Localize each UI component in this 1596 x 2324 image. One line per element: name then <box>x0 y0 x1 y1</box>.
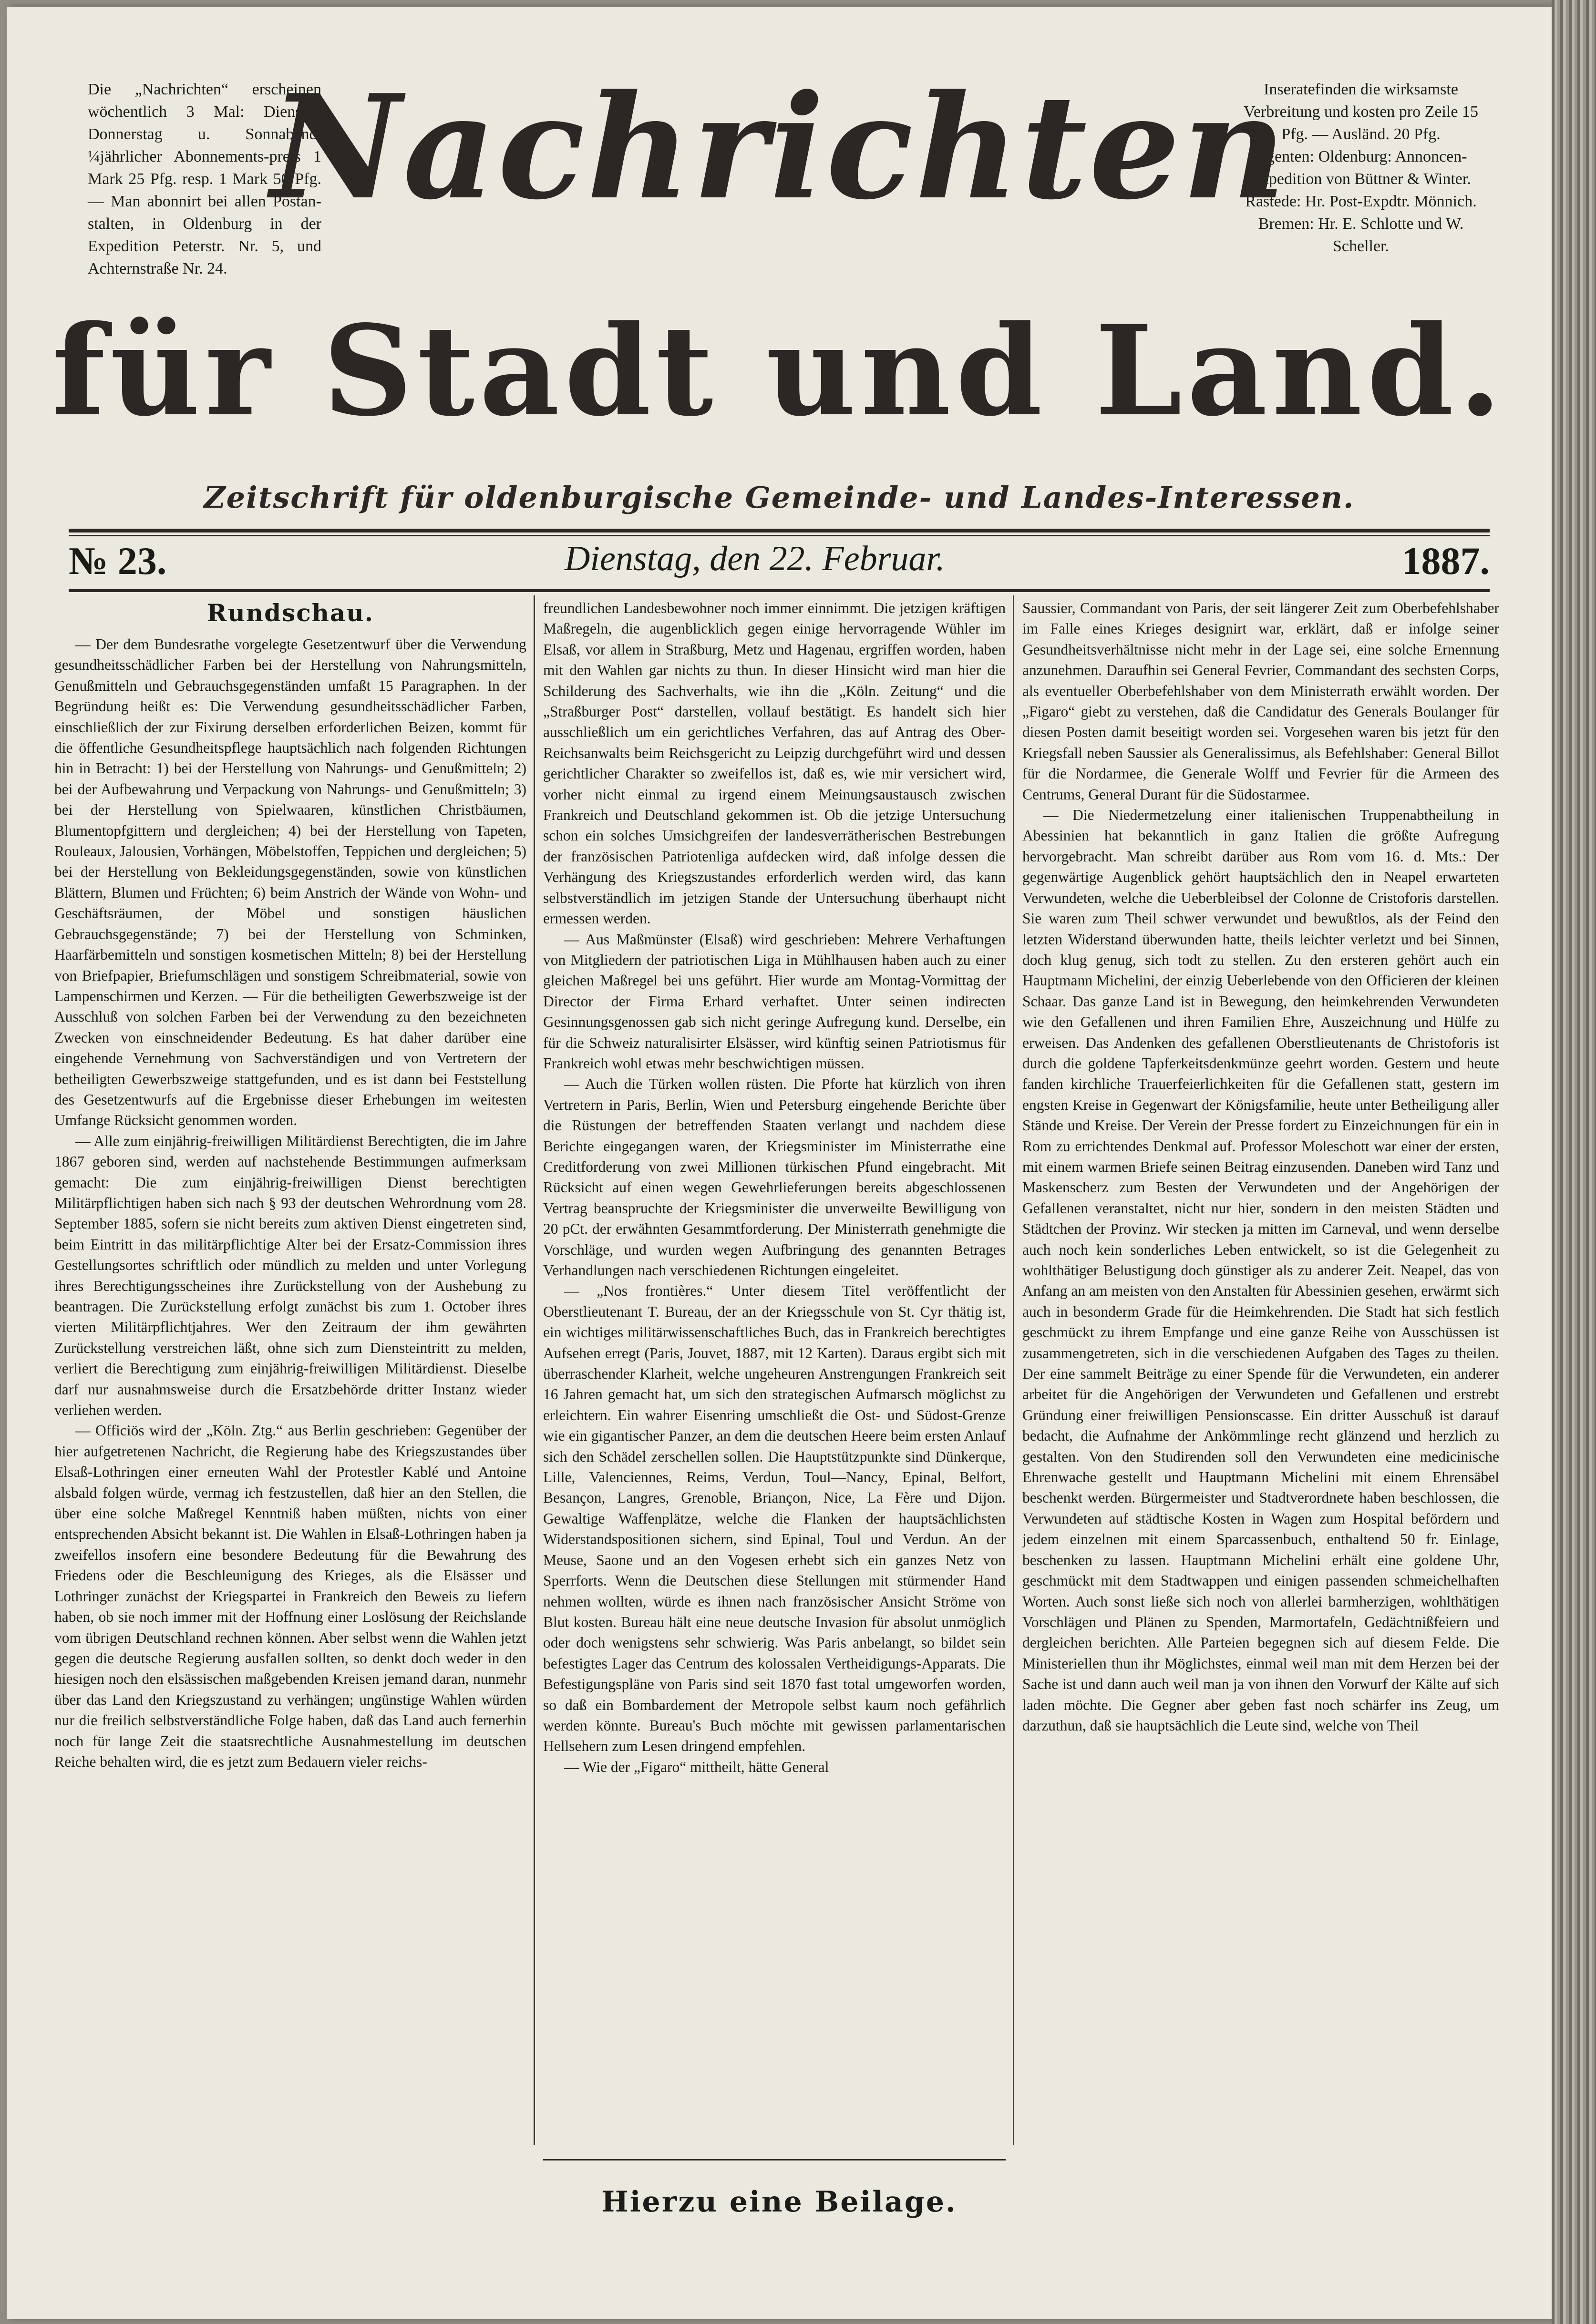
column-divider-2 <box>1013 595 1014 2145</box>
article-paragraph: freundlichen Landesbewohner noch immer einnimmt. Die jetzigen kräftigen Maßregeln, die augenblicklich gegen einige hervorragende Wühler im Elsaß, vor allem in Straßburg, Metz und Hagenau, ergriffen worden, haben mit den Wahlen gar nichts zu thun. In dieser Hinsicht wird man hier die Schilderung des Sachverhalts, wie ihn die „Köln. Zeitung“ und die „Straßburger Post“ darstellen, vollauf bestätigt. Es handelt sich hier ausschließlich um ein gerichtliches Verfahren, das auf Antrag des Ober-Reichsanwalts beim Reichsgericht zu Leipzig durchgeführt wird und dessen gerichtlicher Charakter so zweifellos ist, daß es, wie mir versichert wird, vorher nicht einmal zu irgend einem Meinungsaustausch zwischen Frankreich und Deutschland gekommen ist. Ob die jetzige Untersuchung schon ein solches Umsichgreifen der landesverrätherischen Bestrebungen der französischen Patriotenliga aufdecken wird, daß infolge dessen die Verhängung des Kriegszustandes erforderlich werden wird, das kann selbstverständlich im jetzigen Stande der Untersuchung überhaupt nicht ermessen werden. <box>543 600 1006 927</box>
article-paragraph: — Wie der „Figaro“ mittheilt, hätte General <box>564 1758 829 1775</box>
article-paragraph: — Auch die Türken wollen rüsten. Die Pforte hat kürzlich von ihren Vertretern in Paris, Berlin, Wien und Petersburg eingehende Berichte über die Rüstungen der betreffenden Staaten verlangt und nachdem diese Berichte eingegangen waren, der Kriegsminister im Ministerrathe eine Creditforderung von zwei Millionen türkischen Pfund eingebracht. Mit Rücksicht auf einen wegen Gewehrlieferungen bereits abgeschlossenen Vertrag beanspruchte der Kriegsminister die unverweilte Bewilligung von 20 pCt. der erwähnten Gesammtforderung. Der Ministerrath genehmigte die Vorschläge, und wurden wegen Aufbringung des genannten Betrages Verhandlungen nach verschiedenen Richtungen eingeleitet. <box>543 1075 1006 1279</box>
advertising-info: Inseratefinden die wirksamste Verbreitung und kosten pro Zeile 15 Pfg. — Ausländ. 20 Pfg. Agenten: Oldenburg: Annoncen-Expedition von Büttner & Winter. Rastede: Hr. Post-Expdtr. Mönnich. Bremen: Hr. E. Schlotte und W. Scheller. <box>1244 81 1478 255</box>
column-divider-1 <box>534 595 535 2145</box>
subscription-info: Die „Nachrichten“ erscheinen wöchentlich 3 Mal: Dienstag Donnerstag u. Sonnabend. ¼jährlicher Abonnements-preis 1 Mark 25 Pfg. resp. 1 Mark 50 Pfg. — Man abonnirt bei allen Postan-stalten, in Oldenburg in der Expedition Peterstr. Nr. 5, und Achternstraße Nr. 24. <box>88 81 321 277</box>
top-double-rule <box>69 529 1490 532</box>
article-paragraph: — Der dem Bundesrathe vorgelegte Gesetzentwurf über die Verwendung gesundheitsschädlicher Farben bei der Herstellung von Nahrungsmitteln, Genußmitteln und Gebrauchsgegenständen umfaßt 15 Paragraphen. In der Begründung heißt es: Die Verwendung gesundheitsschädlicher Farben, einschließlich der zur Fixirung derselben erforderlichen Beizen, kommt für die öffentliche Gesundheitspflege hauptsächlich nach folgenden Richtungen hin in Betracht: 1) bei der Herstellung von Nahrungs- und Genußmitteln; 2) bei der Aufbewahrung und Verpackung von Nahrungs- und Genußmitteln; 3) bei der Herstellung von Spielwaaren, künstlichen Christbäumen, Blumentopfgittern und dergleichen; 4) bei der Herstellung von Tapeten, Rouleaux, Jalousien, Vorhängen, Möbelstoffen, Teppichen und dergleichen; 5) bei der Herstellung von Bekleidungsgegenständen, sowie von künstlichen Blättern, Blumen und Früchten; 6) beim Anstrich der Wände von Wohn- und Geschäftsräumen, der Möbel und sonstigen häuslichen Gebrauchsgegenstände; 7) bei der Herstellung von Schminken, Haarfärbemitteln und sonstigen kosmetischen Mitteln; 8) bei der Herstellung von Briefpapier, Briefumschlägen und sonstigem Schreibmaterial, sowie von Lampenschirmen und Kerzen. — Für die betheiligten Gewerbszweige ist der Ausschluß von solchen Farben bei der Verwendung zu den bezeichneten Zwecken von einschneidender Bedeutung. Es hat daher darüber eine eingehende Vernehmung von Sachverständigen und von Vertretern der betheiligten Gewerbszweige stattgefunden, und es ist dann bei Feststellung des Gesetzentwurfs auf die Ergebnisse dieser Erhebungen im weitesten Umfange Rücksicht genommen worden. <box>54 636 526 1129</box>
page-edge-stack <box>1552 0 1596 2324</box>
supplement-note: Hierzu eine Beilage. <box>601 2185 957 2219</box>
article-paragraph: Saussier, Commandant von Paris, der seit längerer Zeit zum Oberbefehlshaber im Falle eines Krieges designirt war, erklärt, daß er infolge seiner Gesundheitsverhältnisse nicht mehr in der Lage sei, eine solche Ernennung anzunehmen. Daraufhin sei General Fevrier, Commandant des sechsten Corps, als eventueller Oberbefehlshaber von dem Ministerrath erwählt worden. Der „Figaro“ giebt zu verstehen, daß die Candidatur des Generals Boulanger für diesen Posten damit beseitigt worden sei. Vorgesehen waren bis jetzt für den Kriegsfall neben Saussier als Generalissimus, als Befehlshaber: General Billot für die Nordarmee, die Generale Wolff und Fevrier für die Armeen des Centrums, General Durant für die Südostarmee. <box>1022 600 1499 803</box>
masthead-subtitle: Zeitschrift für oldenburgische Gemeinde- und Landes-Interessen. <box>204 480 1355 515</box>
article-paragraph: — „Nos frontières.“ Unter diesem Titel veröffentlicht der Oberstlieutenant T. Bureau, der an der Kriegsschule von St. Cyr thätig ist, ein wichtiges militärwissenschaftliches Buch, das in Frankreich berechtigtes Aufsehen erregt (Paris, Jouvet, 1887, mit 12 Karten). Daraus ergibt sich mit überraschender Klarheit, welche ungeheuren Anstrengungen Frankreich seit 16 Jahren gemacht hat, um sich den strategischen Aufmarsch möglichst zu erleichtern. Ein wahrer Eisenring umschließt die Ost- und Südost-Grenze wie ein gigantischer Panzer, an dem die deutschen Heere beim ersten Anlauf sich den Schädel zerschellen sollen. Die Hauptstützpunkte sind Dünkerque, Lille, Valenciennes, Reims, Verdun, Toul—Nancy, Epinal, Belfort, Besançon, Langres, Grenoble, Briançon, Nice, La Fère und Dijon. Gewaltige Waffenplätze, welche die Flanken der hauptsächlichsten Widerstandspositionen sichern, sind Epinal, Toul und Verdun. An der Meuse, Saone und an den Vogesen erhebt sich ein ganzes Netz von Sperrforts. Wenn die Deutschen diese Stellungen mit stürmender Hand nehmen wollten, würde es ihnen nach französischer Ansicht Ströme von Blut kosten. Bureau hält eine neue deutsche Invasion für absolut unmöglich oder doch wenigstens sehr schwierig. Was Paris anbelangt, so bildet sein befestigtes Lager das Centrum des kolossalen Vertheidigungs-Apparats. Die Befestigungspläne von Paris sind seit 1870 fast total umgeworfen worden, so daß ein Bombardement der Metropole selbst kaum noch gefährlich werden könnte. Bureau's Buch möchte mit gewissen parlamentarischen Hellsehern zum Lesen dringend empfehlen. <box>543 1282 1006 1755</box>
article-paragraph: — Officiös wird der „Köln. Ztg.“ aus Berlin geschrieben: Gegenüber der hier aufgetretenen Nachricht, die Regierung habe des Kriegszustandes über Elsaß-Lothringen einer erneuten Wahl der Protestler Kablé und Antoine alsbald folgen würde, vermag ich festzustellen, daß hier an den Stellen, die über eine solche Maßregel Kenntniß haben müßten, nichts von einer entsprechenden Absicht bekannt ist. Die Wahlen in Elsaß-Lothringen haben ja zweifellos insofern eine besondere Bedeutung für die Bewahrung des Friedens oder die Beschleunigung des Krieges, als die Elsässer und Lothringer zunächst der Kriegspartei in Frankreich den Beweis zu liefern haben, ob sie noch immer mit der Hoffnung einer Loslösung der Reichslande vom übrigen Deutschland rechnen können. Aber selbst wenn die Wahlen jetzt gegen die deutsche Regierung ausfallen sollten, so denkt doch weder in den hiesigen noch den elsässischen maßgebenden Kreisen jemand daran, nunmehr über das Land den Kriegszustand zu verhängen; ungünstige Wahlen würden nur die freilich selbstverständliche Folge haben, daß das Land auch fernerhin noch für lange Zeit die staatsrechtliche Ausnahmestellung im deutschen Reiche behalten wird, die es jetzt zum Bedauern vieler reichs- <box>54 1422 526 1770</box>
column-2 <box>543 598 1006 2152</box>
article-paragraph: — Aus Maßmünster (Elsaß) wird geschrieben: Mehrere Verhaftungen von Mitgliedern der patriotischen Liga in Mühlhausen haben auch zu einer gleichen Maßregel bei uns geführt. Hier wurde am Montag-Vormittag der Director der Firma Erhard verhaftet. Unter seinen indirecten Gesinnungsgenossen gab sich nicht geringe Aufregung kund. Derselbe, ein für die Schweiz naturalisirter Elsässer, wird künftig seinen Patriotismus für Frankreich wohl etwas mehr beschwichtigen müssen. <box>543 931 1006 1072</box>
dateline <box>69 536 1490 588</box>
section-heading-rundschau: Rundschau. <box>206 599 374 627</box>
article-paragraph: — Die Niedermetzelung einer italienischen Truppenabtheilung in Abessinien hat bekanntlich in ganz Italien die größte Aufregung hervorgebracht. Man schreibt darüber aus Rom vom 16. d. Mts.: Der gegenwärtige Augenblick gehört hauptsächlich den in Neapel erwarteten Verwundeten, welche die Ueberbleibsel der Colonne de Cristoforis darstellen. Sie waren zum Theil schwer verwundet und bewußtlos, als der Feind den letzten Widerstand überwunden hatte, theils leichter verletzt und bei Sinnen, doch klug genug, sich todt zu stellen. Zu den ersteren gehört auch ein Hauptmann Michelini, der einzig Ueberlebende von den Officieren der kleinen Schaar. Das ganze Land ist in Bewegung, den heimkehrenden Verwundeten wie den Gefallenen und ihren Familien Ehre, Auszeichnung und Hülfe zu erweisen. Das Andenken des gefallenen Oberstlieutenants de Christoforis ist durch die goldene Tapferkeitsdenkmünze geehrt worden. Gestern und heute fanden kirchliche Trauerfeierlichkeiten für die Gefallenen statt, gestern im engsten Kreise in Gegenwart der Königsfamilie, heute unter Betheiligung aller Stände und Kreise. Der Verein der Presse fordert zu Einzeichnungen für ein in Rom zu errichtendes Denkmal auf. Professor Moleschott war einer der ersten, mit einem warmen Briefe seinen Beitrag einzusenden. Daneben wird Tanz und Maskenscherz zum Besten der Verwundeten und der Angehörigen der Gefallenen veranstaltet, nicht nur hier, sondern in den meisten Städten und Städtchen der Provinz. Wir stecken ja mitten im Carneval, und wenn derselbe auch noch kein sonderliches Leben entwickelt, so ist die Gelegenheit zu wohlthätiger Belustigung doch günstiger als zu anderer Zeit. Neapel, das von Anfang an am meisten von den Anstalten für Abessinien gesehen, erwärmt sich auch in besonderm Grade für die Heimkehrenden. Die Stadt hat sich festlich geschmückt zu ihrem Empfange und eine ganze Reihe von Ausschüssen ist zusammengetreten, sich in die verschiedenen Aufgaben des Tages zu theilen. Der eine sammelt Beiträge zu einer Spende für die Verwundeten, ein anderer arbeitet für die Angehörigen der Verwundeten und Gefallenen und erstrebt Gründung einer freiwilligen Pensionscasse. Ein dritter Ausschuß ist darauf bedacht, die Aufnahme der Ankömmlinge recht glänzend und herzlich zu gestalten. Von den Studirenden soll den Verwundeten eine medicinische Ehrenwache gestellt und Hauptmann Michelini mit einem Ehrensäbel beschenkt werden. Bürgermeister und Stadtverordnete haben beschlossen, die Verwundeten auf städtische Kosten in Wagen zum Hospital befördern und jedem einzelnen mit einem Sparcassenbuch, enthaltend 50 fr. Einlage, beschenken zu lassen. Hauptmann Michelini erhält eine goldene Uhr, geschmückt mit dem Stadtwappen und einigen passenden schmeichelhaften Worten. Auch sonst ließe sich noch von allerlei barmherzigen, wohlthätigen Vorschlägen und Plänen zu Spenden, Marmortafeln, Gedächtnißfeiern und dergleichen berichten. Alle Parteien begegnen sich auf diesem Felde. Die Ministeriellen thun ihr Möglichstes, einmal weil man mit dem Herzen bei der Sache ist und dann auch weil man ja von ihnen den Vorwurf der Kälte auf sich laden möchte. Die Gegner aber geben fast noch schärfer ins Zeug, um darzuthun, daß sie hauptsächlich die Leute sind, welche von Theil <box>1022 807 1499 1734</box>
footer-rule <box>543 2159 1006 2160</box>
column-1 <box>54 598 526 2152</box>
dateline-rule <box>69 589 1490 592</box>
column-3 <box>1022 598 1499 2152</box>
masthead-title-line1: Nachrichten <box>270 63 1288 231</box>
newspaper-page <box>7 7 1552 2319</box>
article-paragraph: — Alle zum einjährig-freiwilligen Militärdienst Berechtigten, die im Jahre 1867 geboren sind, werden auf nachstehende Bestimmungen aufmerksam gemacht: Die zum einjährig-freiwilligen Dienst berechtigten Militärpflichtigen haben sich nach § 93 der deutschen Wehrordnung vom 28. September 1885, sofern sie nicht bereits zum aktiven Dienst eingetreten sind, beim Eintritt in das militärpflichtige Alter bei der Ersatz-Commission ihres Gestellungsortes schriftlich oder mündlich zu melden und unter Vorlegung ihres Berechtigungsscheines ihre Zurückstellung von der Aushebung zu beantragen. Die Zurückstellung erfolgt zunächst bis zum 1. October ihres vierten Militärpflichtjahres. Wer den Zeitraum der ihm gewährten Zurückstellung verstreichen läßt, ohne sich zum Diensteintritt zu melden, verliert die Berechtigung zum einjährig-freiwilligen Militärdienst. Dieselbe darf nur ausnahmsweise durch die Ersatzbehörde dritter Instanz wieder verliehen werden. <box>54 1132 526 1419</box>
issue-year: 1887. <box>1401 539 1490 583</box>
issue-date: Dienstag, den 22. Februar. <box>565 539 945 578</box>
issue-number: № 23. <box>69 539 167 583</box>
masthead-title-line2: für Stadt und Land. <box>51 298 1507 444</box>
